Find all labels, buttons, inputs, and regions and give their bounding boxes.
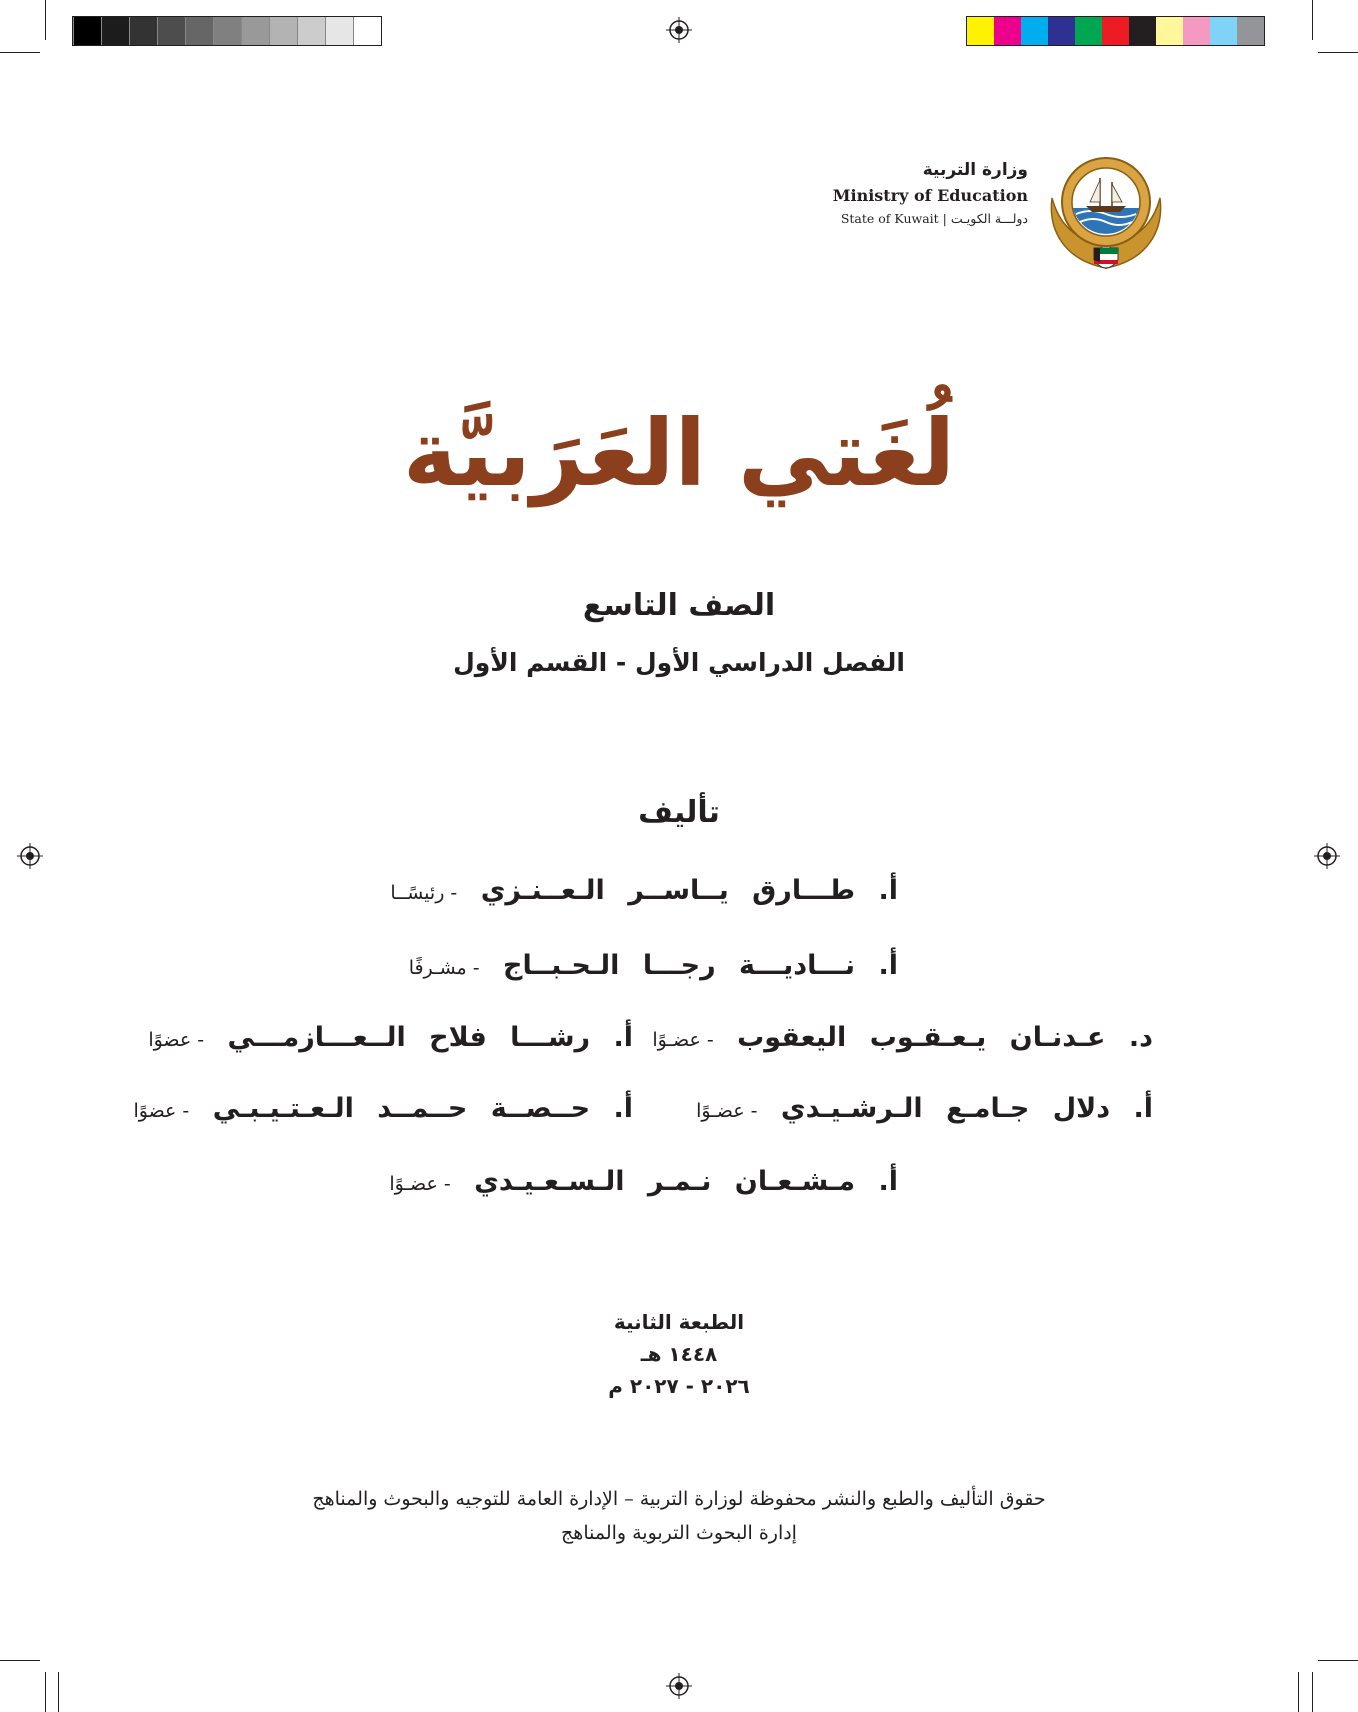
- author-name: أ. نـــاديـــة رجـــا الـحـبــاج: [503, 950, 898, 981]
- crop-mark: [0, 52, 40, 53]
- author-member: [696, 1093, 1153, 1124]
- author-name: أ. مـشـعـان نـمـر الـسـعـيـدي: [474, 1166, 898, 1197]
- color-swatch: [353, 17, 381, 45]
- color-swatch: [1237, 17, 1264, 45]
- crop-mark: [1298, 1672, 1299, 1712]
- state-line: [728, 211, 1028, 226]
- color-swatch: [1075, 17, 1102, 45]
- color-swatch: [157, 17, 185, 45]
- author-supervisor: [409, 950, 898, 981]
- crop-mark: [45, 0, 46, 40]
- color-swatch: [1129, 17, 1156, 45]
- author-member: [148, 1022, 633, 1053]
- author-name: أ. دلال جـامـع الـرشـيـدي: [780, 1093, 1153, 1124]
- author-role: - مشـرفًا: [408, 957, 480, 979]
- author-name: أ. حــصــة حــمــد الـعـتـيـبـي: [212, 1093, 633, 1124]
- color-swatch: [967, 17, 994, 45]
- color-swatch: [1210, 17, 1237, 45]
- color-swatch: [297, 17, 325, 45]
- author-role: - عضوًا: [133, 1100, 190, 1122]
- color-swatch: [1183, 17, 1210, 45]
- author-role: - عضـوًا: [652, 1029, 714, 1051]
- author-member: [389, 1166, 898, 1197]
- author-role: - عضـوًا: [389, 1173, 451, 1195]
- color-swatch: [213, 17, 241, 45]
- author-role: - عضوًا: [148, 1029, 205, 1051]
- edition-label: الطبعة الثانية: [613, 1310, 745, 1334]
- separator: |: [942, 211, 951, 226]
- authored-by-heading: تأليف: [638, 795, 720, 830]
- registration-mark-icon: [666, 1673, 692, 1699]
- edition-gregorian-year: ٢٠٢٦ - ٢٠٢٧ م: [608, 1374, 750, 1398]
- author-member: [133, 1093, 633, 1124]
- crop-mark: [1318, 1660, 1358, 1661]
- book-title: لُغَتي العَرَبيَّة: [402, 400, 956, 507]
- term-subheading: الفصل الدراسي الأول - القسم الأول: [453, 648, 905, 677]
- author-name: د. عـدنـان يـعـقـوب اليعقوب: [737, 1022, 1153, 1053]
- color-swatch: [1048, 17, 1075, 45]
- author-role: - رئيسًــا: [390, 882, 458, 904]
- author-chair: [390, 875, 898, 906]
- crop-mark: [0, 1660, 40, 1661]
- crop-mark: [1312, 1672, 1313, 1712]
- author-role: - عضـوًا: [696, 1100, 758, 1122]
- ministry-name-english: Ministry of Education: [832, 186, 1028, 205]
- crop-mark: [45, 1672, 46, 1712]
- color-swatch: [1102, 17, 1129, 45]
- color-swatch: [241, 17, 269, 45]
- color-swatch: [269, 17, 297, 45]
- ministry-header: [728, 160, 1028, 226]
- author-name: أ. طـــارق يــاســر الـعــنـزي: [480, 875, 898, 906]
- grade-heading: الصف التاسع: [582, 588, 776, 623]
- color-swatch: [129, 17, 157, 45]
- color-swatch: [73, 17, 101, 45]
- crop-mark: [58, 1672, 59, 1712]
- grayscale-color-bar: [72, 16, 382, 46]
- edition-hijri-year: ١٤٤٨ هـ: [640, 1342, 718, 1366]
- registration-mark-icon: [1314, 843, 1340, 869]
- color-swatch: [185, 17, 213, 45]
- state-name-english: State of Kuwait: [840, 211, 939, 226]
- registration-mark-icon: [666, 17, 692, 43]
- copyright-notice: حقوق التأليف والطبع والنشر محفوظة لوزارة التربية – الإدارة العامة للتوجيه والبحوث والمناهج: [312, 1488, 1046, 1510]
- color-swatch: [325, 17, 353, 45]
- color-swatch: [994, 17, 1021, 45]
- registration-mark-icon: [17, 843, 43, 869]
- author-member: [652, 1022, 1153, 1053]
- ministry-name-arabic: وزارة التربية: [922, 160, 1028, 180]
- kuwait-emblem-icon: [1044, 150, 1168, 278]
- author-name: أ. رشـــا فلاح الــعـــازمـــي: [227, 1022, 633, 1053]
- department-name: إدارة البحوث التربوية والمناهج: [561, 1522, 797, 1544]
- color-swatch: [1156, 17, 1183, 45]
- state-name-arabic: دولـــة الكويـت: [950, 211, 1028, 226]
- color-swatch: [1021, 17, 1048, 45]
- crop-mark: [1312, 0, 1313, 40]
- crop-mark: [1318, 52, 1358, 53]
- color-swatch: [101, 17, 129, 45]
- process-color-bar: [966, 16, 1265, 46]
